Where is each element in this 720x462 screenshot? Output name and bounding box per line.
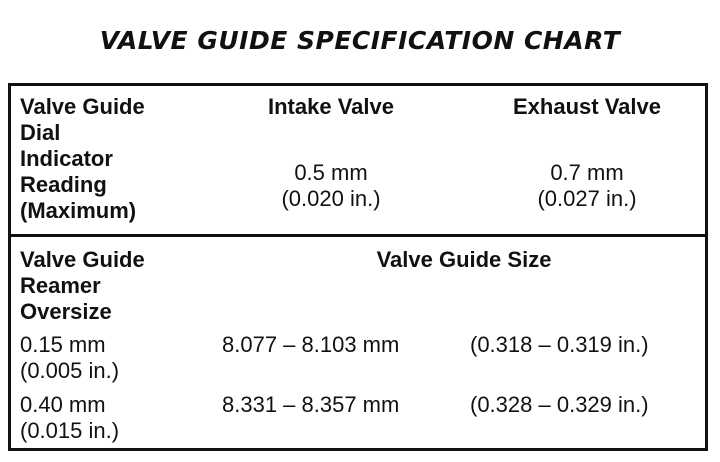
- row-label-line: Reading: [20, 172, 107, 197]
- exhaust-reading: [477, 160, 697, 212]
- reamer-oversize-row-label: [20, 247, 145, 325]
- section-divider: [11, 234, 705, 237]
- intake-valve-header: Intake Valve: [268, 94, 394, 119]
- exhaust-reading-in: (0.027 in.): [537, 186, 637, 211]
- oversize-mm: 0.15 mm: [20, 332, 106, 357]
- row-label-line: Valve Guide: [20, 247, 145, 272]
- row-label-line: Oversize: [20, 299, 112, 324]
- chart-title: VALVE GUIDE SPECIFICATION CHART: [99, 26, 621, 55]
- dial-indicator-row-label: [20, 94, 145, 224]
- row-label-line: Reamer: [20, 273, 101, 298]
- size-in-row-2: (0.328 – 0.329 in.): [470, 392, 649, 417]
- size-mm-row-1: 8.077 – 8.103 mm: [222, 332, 400, 357]
- intake-reading-mm: 0.5 mm: [294, 160, 368, 185]
- oversize-in: (0.005 in.): [20, 358, 120, 383]
- intake-reading: [231, 160, 431, 212]
- row-label-line: (Maximum): [20, 198, 137, 223]
- row-label-line: Indicator: [20, 146, 113, 171]
- spec-table: [8, 83, 708, 451]
- oversize-mm: 0.40 mm: [20, 392, 106, 417]
- size-mm-row-2: 8.331 – 8.357 mm: [222, 392, 400, 417]
- oversize-in: (0.015 in.): [20, 418, 120, 443]
- row-label-line: Dial: [20, 120, 61, 145]
- exhaust-reading-mm: 0.7 mm: [550, 160, 624, 185]
- size-in-row-1: (0.318 – 0.319 in.): [470, 332, 649, 357]
- valve-guide-size-header: Valve Guide Size: [376, 247, 552, 272]
- oversize-row-2-label: [20, 392, 119, 444]
- row-label-line: Valve Guide: [20, 94, 145, 119]
- oversize-row-1-label: [20, 332, 119, 384]
- intake-reading-in: (0.020 in.): [281, 186, 381, 211]
- exhaust-valve-header: Exhaust Valve: [513, 94, 661, 119]
